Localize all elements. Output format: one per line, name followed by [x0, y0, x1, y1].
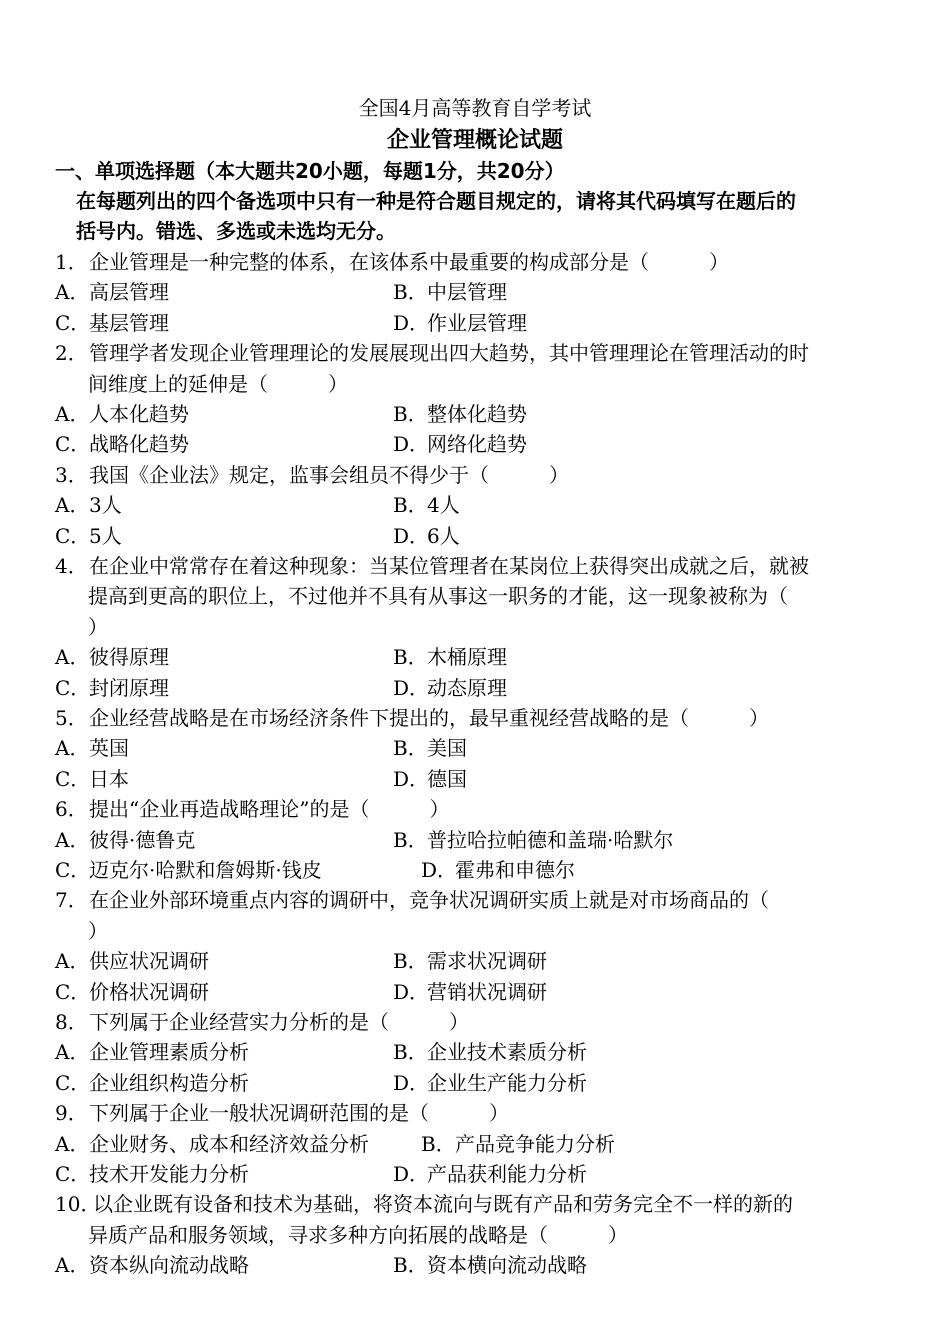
option-row — [55, 1129, 895, 1159]
answer-option — [55, 1250, 249, 1280]
option-text: 迈克尔·哈默和詹姆斯·钱皮 — [89, 858, 322, 882]
option-letter: D． — [393, 1162, 430, 1186]
question-text: 我国《企业法》规定，监事会组员不得少于（ ） — [89, 462, 569, 487]
option-row — [55, 308, 895, 338]
option-letter: A． — [55, 827, 90, 852]
option-text: 木桶原理 — [427, 645, 507, 670]
option-text: 5人 — [89, 523, 122, 548]
option-row — [55, 490, 895, 520]
answer-option — [55, 1129, 369, 1159]
option-letter: A． — [55, 645, 90, 670]
question-number: 7． — [55, 888, 88, 913]
option-text: 营销状况调研 — [427, 979, 547, 1004]
option-row — [55, 764, 895, 794]
option-letter: B． — [393, 402, 428, 426]
option-row — [55, 977, 895, 1007]
option-letter: B． — [393, 827, 428, 852]
option-row — [55, 1068, 895, 1098]
question-text: 管理学者发现企业管理理论的发展展现出四大趋势，其中管理理论在管理活动的时 — [89, 341, 809, 366]
question-number: 8． — [55, 1010, 88, 1034]
question-stem-line — [55, 247, 729, 277]
option-text: 日本 — [89, 766, 129, 791]
answer-option — [55, 1159, 249, 1189]
option-row — [55, 825, 895, 855]
answer-option — [393, 308, 527, 338]
answer-option — [393, 642, 507, 672]
option-text: 企业技术素质分析 — [427, 1040, 587, 1065]
question-text: ） — [88, 918, 108, 943]
option-row — [55, 1159, 895, 1189]
question-text: 提出“企业再造战略理论”的是（ ） — [89, 797, 450, 822]
option-row — [55, 733, 895, 763]
answer-option — [393, 946, 547, 976]
question-stem-line — [88, 369, 348, 399]
question-text: 企业管理是一种完整的体系，在该体系中最重要的构成部分是（ ） — [89, 250, 729, 274]
option-letter: B． — [393, 949, 428, 974]
question-stem-line — [55, 794, 449, 824]
question-text: 企业经营战略是在市场经济条件下提出的，最早重视经营战略的是（ ） — [89, 706, 769, 730]
option-letter: A． — [55, 280, 90, 305]
option-letter: B． — [393, 736, 428, 761]
option-letter: D． — [393, 310, 430, 335]
answer-option — [55, 429, 189, 459]
question-text: 下列属于企业经营实力分析的是（ ） — [89, 1010, 469, 1034]
question-stem-line — [55, 1098, 509, 1128]
option-text: 技术开发能力分析 — [89, 1162, 249, 1186]
subject-title: 企业管理概论试题 — [386, 128, 563, 153]
answer-option — [55, 277, 169, 307]
option-letter: B． — [421, 1131, 456, 1156]
answer-option — [55, 1068, 249, 1098]
option-letter: D． — [393, 523, 430, 548]
question-text: 在企业中常常存在着这种现象：当某位管理者在某岗位上获得突出成就之后，就被 — [89, 554, 809, 578]
question-stem-line — [55, 1007, 469, 1037]
option-text: 需求状况调研 — [427, 949, 547, 974]
answer-option — [393, 673, 507, 703]
answer-option — [55, 733, 129, 763]
option-row — [55, 642, 895, 672]
question-stem-line — [55, 885, 769, 915]
option-letter: C． — [55, 523, 91, 548]
option-letter: C． — [55, 310, 91, 335]
option-letter: D． — [393, 766, 430, 791]
option-letter: D． — [393, 675, 430, 700]
option-letter: A． — [55, 1131, 90, 1156]
question-number: 3． — [55, 462, 88, 487]
question-text: 异质产品和服务领域，寻求多种方向拓展的战略是（ ） — [88, 1222, 628, 1247]
option-letter: D． — [393, 979, 430, 1004]
option-text: 6人 — [427, 523, 460, 548]
question-number: 10． — [55, 1192, 101, 1217]
option-letter: B． — [393, 645, 428, 670]
option-text: 整体化趋势 — [427, 402, 527, 426]
answer-option — [393, 764, 467, 794]
option-letter: A． — [55, 1253, 90, 1278]
answer-option — [55, 825, 195, 855]
question-stem-line — [88, 581, 788, 611]
question-text: 以企业既有设备和技术为基础，将资本流向与既有产品和劳务完全不一样的新的 — [93, 1192, 793, 1217]
option-text: 产品获利能力分析 — [427, 1162, 587, 1186]
answer-option — [55, 977, 209, 1007]
option-text: 企业财务、成本和经济效益分析 — [89, 1131, 369, 1156]
answer-option — [55, 490, 122, 520]
exam-title: 全国4月高等教育自学考试 — [358, 96, 592, 120]
option-letter: A． — [55, 949, 90, 974]
option-text: 资本横向流动战略 — [427, 1253, 587, 1278]
option-letter: D． — [393, 1070, 430, 1095]
question-stem-line — [55, 338, 809, 368]
answer-option — [55, 855, 322, 885]
option-text: 动态原理 — [427, 675, 507, 700]
question-stem-line — [88, 1220, 628, 1250]
option-text: 作业层管理 — [427, 310, 527, 335]
question-text: 下列属于企业一般状况调研范围的是（ ） — [89, 1101, 509, 1126]
answer-option — [393, 490, 460, 520]
option-text: 美国 — [427, 736, 467, 761]
answer-option — [55, 764, 129, 794]
answer-option — [393, 733, 467, 763]
option-letter: C． — [55, 979, 91, 1004]
question-stem-line — [55, 460, 569, 490]
answer-option — [393, 1068, 587, 1098]
option-letter: D． — [393, 432, 430, 457]
option-letter: B． — [393, 1253, 428, 1278]
answer-option — [393, 825, 673, 855]
option-letter: A． — [55, 493, 90, 518]
option-text: 彼得原理 — [89, 645, 169, 670]
question-number: 1． — [55, 250, 88, 274]
option-row — [55, 521, 895, 551]
answer-option — [393, 1037, 587, 1067]
answer-option — [393, 1250, 587, 1280]
answer-option — [393, 429, 527, 459]
answer-option — [55, 1037, 249, 1067]
question-stem-line — [55, 551, 809, 581]
option-text: 普拉哈拉帕德和盖瑞·哈默尔 — [427, 827, 674, 852]
option-text: 高层管理 — [89, 280, 169, 305]
answer-option — [55, 399, 189, 429]
option-text: 产品竞争能力分析 — [455, 1131, 615, 1156]
option-text: 封闭原理 — [89, 675, 169, 700]
question-stem-line — [55, 1189, 793, 1219]
answer-option — [393, 399, 527, 429]
option-row — [55, 429, 895, 459]
section-heading: 一、单项选择题（本大题共20小题，每题1分，共20分） — [55, 159, 565, 183]
question-stem-line — [88, 612, 108, 642]
answer-option — [55, 642, 169, 672]
option-letter: B． — [393, 280, 428, 305]
option-text: 4人 — [427, 493, 460, 518]
question-number: 5． — [55, 706, 88, 730]
answer-option — [393, 521, 460, 551]
option-text: 企业管理素质分析 — [89, 1040, 249, 1065]
question-text: ） — [88, 614, 108, 639]
option-text: 战略化趋势 — [89, 432, 189, 457]
option-letter: A． — [55, 402, 90, 426]
option-letter: C． — [55, 432, 91, 457]
answer-option — [55, 946, 209, 976]
option-text: 价格状况调研 — [89, 979, 209, 1004]
option-text: 供应状况调研 — [89, 949, 209, 974]
option-text: 霍弗和申德尔 — [455, 858, 575, 882]
answer-option — [393, 1159, 587, 1189]
option-text: 企业生产能力分析 — [427, 1070, 587, 1095]
option-text: 英国 — [89, 736, 129, 761]
option-letter: B． — [393, 493, 428, 518]
answer-option — [421, 855, 575, 885]
option-row — [55, 399, 895, 429]
question-number: 4． — [55, 554, 88, 578]
option-letter: A． — [55, 736, 90, 761]
option-text: 德国 — [427, 766, 467, 791]
option-text: 资本纵向流动战略 — [89, 1253, 249, 1278]
question-text: 在企业外部环境重点内容的调研中，竞争状况调研实质上就是对市场商品的（ — [89, 888, 769, 913]
option-row — [55, 1037, 895, 1067]
answer-option — [393, 977, 547, 1007]
option-letter: C． — [55, 766, 91, 791]
option-row — [55, 855, 895, 885]
option-row — [55, 673, 895, 703]
option-letter: C． — [55, 858, 91, 882]
instruction-line: 括号内。错选、多选或未选均无分。 — [76, 219, 396, 243]
option-letter: C． — [55, 1162, 91, 1186]
question-number: 6． — [55, 797, 88, 822]
answer-option — [55, 673, 169, 703]
answer-option — [55, 308, 169, 338]
option-row — [55, 277, 895, 307]
question-number: 2． — [55, 341, 88, 366]
answer-option — [393, 277, 507, 307]
option-text: 企业组织构造分析 — [89, 1070, 249, 1095]
option-row — [55, 946, 895, 976]
option-text: 基层管理 — [89, 310, 169, 335]
option-letter: C． — [55, 675, 91, 700]
question-text: 间维度上的延伸是（ ） — [88, 371, 348, 396]
answer-option — [421, 1129, 615, 1159]
option-letter: B． — [393, 1040, 428, 1065]
option-text: 中层管理 — [427, 280, 507, 305]
option-text: 3人 — [89, 493, 122, 518]
answer-option — [55, 521, 122, 551]
question-number: 9． — [55, 1101, 88, 1126]
option-letter: C． — [55, 1070, 91, 1095]
question-text: 提高到更高的职位上，不过他并不具有从事这一职务的才能，这一现象被称为（ — [88, 584, 788, 609]
option-text: 网络化趋势 — [427, 432, 527, 457]
option-text: 彼得·德鲁克 — [89, 827, 196, 852]
option-letter: D． — [421, 858, 458, 882]
option-row — [55, 1250, 895, 1280]
question-stem-line — [88, 916, 108, 946]
question-stem-line — [55, 703, 769, 733]
instruction-line: 在每题列出的四个备选项中只有一种是符合题目规定的，请将其代码填写在题后的 — [76, 189, 796, 213]
option-text: 人本化趋势 — [89, 402, 189, 426]
option-letter: A． — [55, 1040, 90, 1065]
